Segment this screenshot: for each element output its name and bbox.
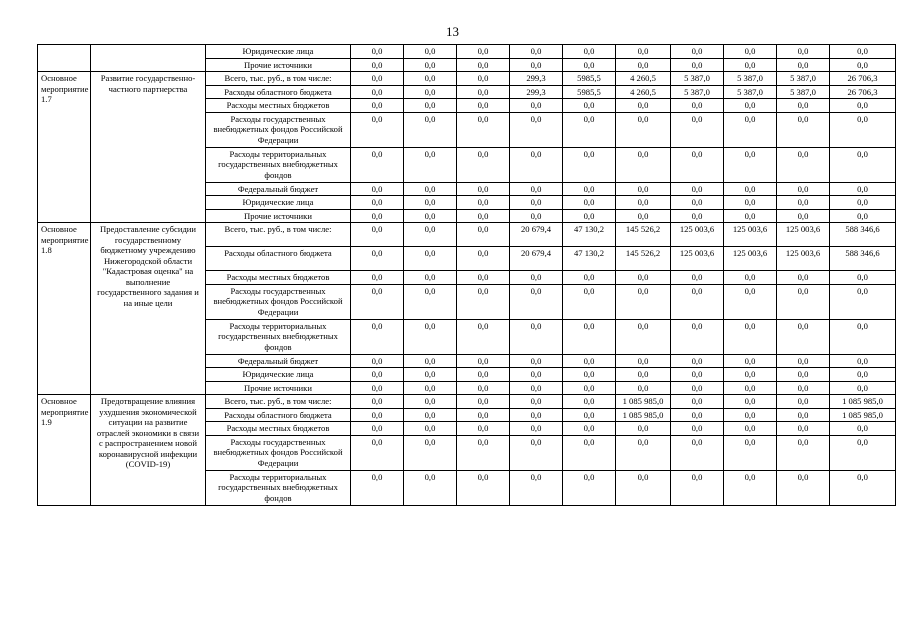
value-cell: 0,0 bbox=[404, 435, 457, 470]
value-cell: 0,0 bbox=[510, 99, 563, 113]
value-cell: 0,0 bbox=[457, 422, 510, 436]
value-cell: 0,0 bbox=[457, 196, 510, 210]
value-cell: 588 346,6 bbox=[830, 223, 896, 247]
value-cell: 0,0 bbox=[404, 196, 457, 210]
value-cell: 0,0 bbox=[616, 368, 671, 382]
value-cell: 0,0 bbox=[777, 58, 830, 72]
value-cell: 0,0 bbox=[351, 368, 404, 382]
funding-source: Расходы территориальных государственных внебюджетных фондов bbox=[206, 147, 351, 182]
value-cell: 0,0 bbox=[563, 196, 616, 210]
value-cell: 0,0 bbox=[351, 223, 404, 247]
value-cell: 0,0 bbox=[404, 58, 457, 72]
value-cell: 0,0 bbox=[671, 99, 724, 113]
value-cell: 0,0 bbox=[404, 395, 457, 409]
value-cell: 0,0 bbox=[351, 470, 404, 505]
value-cell: 0,0 bbox=[510, 209, 563, 223]
value-cell: 0,0 bbox=[563, 395, 616, 409]
value-cell: 5 387,0 bbox=[724, 72, 777, 86]
value-cell: 0,0 bbox=[351, 196, 404, 210]
funding-source: Расходы территориальных государственных внебюджетных фондов bbox=[206, 470, 351, 505]
event-description: Предотвращение влияния ухудшения экономической ситуации на развитие отраслей экономики в связи с распространением новой коронавирусной инфекции (COVID-19) bbox=[91, 395, 206, 506]
value-cell: 0,0 bbox=[457, 85, 510, 99]
value-cell: 0,0 bbox=[830, 422, 896, 436]
value-cell: 0,0 bbox=[563, 147, 616, 182]
table-row bbox=[38, 395, 896, 409]
value-cell: 0,0 bbox=[510, 435, 563, 470]
funding-source: Расходы областного бюджета bbox=[206, 247, 351, 271]
value-cell: 0,0 bbox=[830, 319, 896, 354]
value-cell: 0,0 bbox=[404, 182, 457, 196]
value-cell: 0,0 bbox=[563, 319, 616, 354]
value-cell: 0,0 bbox=[671, 381, 724, 395]
value-cell: 0,0 bbox=[404, 112, 457, 147]
value-cell: 0,0 bbox=[351, 435, 404, 470]
funding-source: Расходы областного бюджета bbox=[206, 408, 351, 422]
value-cell: 145 526,2 bbox=[616, 247, 671, 271]
value-cell: 0,0 bbox=[724, 435, 777, 470]
value-cell: 0,0 bbox=[457, 99, 510, 113]
value-cell: 0,0 bbox=[563, 354, 616, 368]
funding-source: Всего, тыс. руб., в том числе: bbox=[206, 72, 351, 86]
value-cell: 0,0 bbox=[777, 319, 830, 354]
value-cell: 20 679,4 bbox=[510, 247, 563, 271]
funding-source: Всего, тыс. руб., в том числе: bbox=[206, 223, 351, 247]
value-cell: 0,0 bbox=[510, 319, 563, 354]
funding-source: Юридические лица bbox=[206, 45, 351, 59]
value-cell: 0,0 bbox=[671, 395, 724, 409]
value-cell: 4 260,5 bbox=[616, 72, 671, 86]
value-cell: 0,0 bbox=[671, 58, 724, 72]
funding-source: Расходы государственных внебюджетных фондов Российской Федерации bbox=[206, 112, 351, 147]
value-cell: 0,0 bbox=[404, 284, 457, 319]
value-cell: 0,0 bbox=[351, 209, 404, 223]
value-cell: 0,0 bbox=[616, 435, 671, 470]
funding-source: Расходы территориальных государственных внебюджетных фондов bbox=[206, 319, 351, 354]
value-cell: 5 387,0 bbox=[777, 72, 830, 86]
value-cell: 0,0 bbox=[724, 354, 777, 368]
value-cell: 0,0 bbox=[351, 72, 404, 86]
value-cell: 0,0 bbox=[510, 368, 563, 382]
value-cell: 0,0 bbox=[563, 422, 616, 436]
value-cell: 5 387,0 bbox=[777, 85, 830, 99]
value-cell: 0,0 bbox=[830, 99, 896, 113]
value-cell: 0,0 bbox=[457, 112, 510, 147]
value-cell: 5985,5 bbox=[563, 72, 616, 86]
value-cell: 0,0 bbox=[457, 147, 510, 182]
funding-source: Всего, тыс. руб., в том числе: bbox=[206, 395, 351, 409]
value-cell: 0,0 bbox=[671, 408, 724, 422]
value-cell: 0,0 bbox=[724, 45, 777, 59]
value-cell: 0,0 bbox=[510, 271, 563, 285]
event-label: Основное мероприятие 1.7 bbox=[38, 72, 91, 223]
value-cell: 0,0 bbox=[563, 99, 616, 113]
value-cell: 0,0 bbox=[724, 99, 777, 113]
value-cell: 299,3 bbox=[510, 72, 563, 86]
value-cell: 0,0 bbox=[671, 319, 724, 354]
value-cell: 0,0 bbox=[351, 422, 404, 436]
value-cell: 1 085 985,0 bbox=[830, 408, 896, 422]
value-cell: 1 085 985,0 bbox=[616, 395, 671, 409]
value-cell: 0,0 bbox=[351, 381, 404, 395]
value-cell: 0,0 bbox=[563, 368, 616, 382]
value-cell: 0,0 bbox=[457, 58, 510, 72]
value-cell: 0,0 bbox=[563, 112, 616, 147]
value-cell: 0,0 bbox=[724, 319, 777, 354]
value-cell: 0,0 bbox=[457, 45, 510, 59]
value-cell: 0,0 bbox=[404, 271, 457, 285]
value-cell: 0,0 bbox=[404, 319, 457, 354]
value-cell: 0,0 bbox=[404, 422, 457, 436]
value-cell: 0,0 bbox=[457, 381, 510, 395]
value-cell: 0,0 bbox=[510, 182, 563, 196]
value-cell: 0,0 bbox=[616, 209, 671, 223]
value-cell: 0,0 bbox=[510, 112, 563, 147]
value-cell: 588 346,6 bbox=[830, 247, 896, 271]
value-cell: 0,0 bbox=[777, 422, 830, 436]
event-description: Развитие государственно-частного партнерства bbox=[91, 72, 206, 223]
value-cell: 0,0 bbox=[777, 368, 830, 382]
value-cell: 0,0 bbox=[671, 209, 724, 223]
value-cell: 0,0 bbox=[830, 58, 896, 72]
value-cell: 0,0 bbox=[457, 368, 510, 382]
value-cell: 0,0 bbox=[777, 271, 830, 285]
value-cell: 4 260,5 bbox=[616, 85, 671, 99]
value-cell: 0,0 bbox=[404, 72, 457, 86]
value-cell: 5 387,0 bbox=[671, 85, 724, 99]
value-cell: 0,0 bbox=[351, 112, 404, 147]
value-cell: 125 003,6 bbox=[724, 223, 777, 247]
value-cell: 0,0 bbox=[404, 381, 457, 395]
value-cell: 0,0 bbox=[777, 435, 830, 470]
value-cell: 0,0 bbox=[724, 470, 777, 505]
value-cell: 0,0 bbox=[616, 284, 671, 319]
value-cell: 0,0 bbox=[563, 271, 616, 285]
value-cell: 0,0 bbox=[510, 395, 563, 409]
value-cell: 0,0 bbox=[510, 408, 563, 422]
value-cell: 0,0 bbox=[724, 422, 777, 436]
value-cell: 0,0 bbox=[671, 271, 724, 285]
value-cell: 0,0 bbox=[777, 196, 830, 210]
value-cell: 0,0 bbox=[563, 45, 616, 59]
value-cell: 0,0 bbox=[724, 182, 777, 196]
value-cell: 0,0 bbox=[563, 209, 616, 223]
value-cell: 0,0 bbox=[777, 354, 830, 368]
value-cell: 0,0 bbox=[671, 354, 724, 368]
value-cell: 0,0 bbox=[724, 209, 777, 223]
value-cell: 0,0 bbox=[777, 182, 830, 196]
value-cell: 0,0 bbox=[777, 470, 830, 505]
value-cell: 0,0 bbox=[351, 319, 404, 354]
event-label: Основное мероприятие 1.8 bbox=[38, 223, 91, 395]
funding-source: Расходы государственных внебюджетных фондов Российской Федерации bbox=[206, 435, 351, 470]
value-cell: 0,0 bbox=[457, 319, 510, 354]
value-cell: 0,0 bbox=[777, 112, 830, 147]
value-cell: 0,0 bbox=[404, 147, 457, 182]
value-cell: 0,0 bbox=[777, 381, 830, 395]
value-cell: 47 130,2 bbox=[563, 223, 616, 247]
value-cell: 0,0 bbox=[351, 284, 404, 319]
value-cell: 0,0 bbox=[830, 470, 896, 505]
value-cell: 0,0 bbox=[351, 182, 404, 196]
value-cell: 0,0 bbox=[671, 196, 724, 210]
value-cell: 0,0 bbox=[616, 354, 671, 368]
value-cell: 125 003,6 bbox=[777, 247, 830, 271]
value-cell: 0,0 bbox=[830, 381, 896, 395]
value-cell: 0,0 bbox=[830, 435, 896, 470]
funding-source: Юридические лица bbox=[206, 196, 351, 210]
value-cell: 0,0 bbox=[351, 395, 404, 409]
value-cell: 0,0 bbox=[724, 58, 777, 72]
value-cell: 0,0 bbox=[351, 271, 404, 285]
funding-table bbox=[37, 44, 896, 506]
value-cell: 0,0 bbox=[351, 58, 404, 72]
value-cell: 0,0 bbox=[830, 271, 896, 285]
value-cell: 125 003,6 bbox=[777, 223, 830, 247]
value-cell: 0,0 bbox=[404, 470, 457, 505]
event-description bbox=[91, 45, 206, 72]
value-cell: 0,0 bbox=[830, 368, 896, 382]
value-cell: 125 003,6 bbox=[671, 223, 724, 247]
value-cell: 0,0 bbox=[616, 99, 671, 113]
value-cell: 0,0 bbox=[830, 196, 896, 210]
value-cell: 0,0 bbox=[404, 408, 457, 422]
funding-source: Федеральный бюджет bbox=[206, 354, 351, 368]
value-cell: 0,0 bbox=[404, 368, 457, 382]
value-cell: 0,0 bbox=[671, 470, 724, 505]
value-cell: 5 387,0 bbox=[724, 85, 777, 99]
value-cell: 0,0 bbox=[457, 182, 510, 196]
value-cell: 0,0 bbox=[351, 247, 404, 271]
value-cell: 0,0 bbox=[777, 147, 830, 182]
value-cell: 0,0 bbox=[457, 395, 510, 409]
value-cell: 0,0 bbox=[616, 470, 671, 505]
value-cell: 299,3 bbox=[510, 85, 563, 99]
value-cell: 0,0 bbox=[724, 196, 777, 210]
value-cell: 0,0 bbox=[777, 45, 830, 59]
table-row bbox=[38, 72, 896, 86]
value-cell: 0,0 bbox=[351, 85, 404, 99]
value-cell: 0,0 bbox=[616, 45, 671, 59]
value-cell: 0,0 bbox=[563, 435, 616, 470]
value-cell: 0,0 bbox=[404, 209, 457, 223]
value-cell: 0,0 bbox=[457, 223, 510, 247]
value-cell: 0,0 bbox=[457, 354, 510, 368]
value-cell: 0,0 bbox=[830, 112, 896, 147]
value-cell: 0,0 bbox=[671, 112, 724, 147]
value-cell: 0,0 bbox=[724, 395, 777, 409]
value-cell: 0,0 bbox=[724, 147, 777, 182]
value-cell: 0,0 bbox=[510, 284, 563, 319]
value-cell: 0,0 bbox=[616, 319, 671, 354]
value-cell: 0,0 bbox=[351, 147, 404, 182]
value-cell: 0,0 bbox=[563, 58, 616, 72]
value-cell: 0,0 bbox=[830, 45, 896, 59]
value-cell: 0,0 bbox=[457, 247, 510, 271]
value-cell: 0,0 bbox=[616, 182, 671, 196]
value-cell: 0,0 bbox=[563, 408, 616, 422]
value-cell: 0,0 bbox=[351, 99, 404, 113]
value-cell: 0,0 bbox=[616, 147, 671, 182]
value-cell: 0,0 bbox=[457, 408, 510, 422]
funding-source: Прочие источники bbox=[206, 381, 351, 395]
value-cell: 0,0 bbox=[830, 182, 896, 196]
value-cell: 0,0 bbox=[830, 147, 896, 182]
value-cell: 1 085 985,0 bbox=[616, 408, 671, 422]
value-cell: 125 003,6 bbox=[671, 247, 724, 271]
value-cell: 0,0 bbox=[563, 182, 616, 196]
value-cell: 125 003,6 bbox=[724, 247, 777, 271]
value-cell: 0,0 bbox=[510, 58, 563, 72]
value-cell: 0,0 bbox=[724, 271, 777, 285]
value-cell: 20 679,4 bbox=[510, 223, 563, 247]
value-cell: 0,0 bbox=[510, 470, 563, 505]
value-cell: 0,0 bbox=[404, 99, 457, 113]
value-cell: 0,0 bbox=[510, 45, 563, 59]
funding-source: Прочие источники bbox=[206, 58, 351, 72]
funding-source: Расходы государственных внебюджетных фондов Российской Федерации bbox=[206, 284, 351, 319]
value-cell: 0,0 bbox=[510, 422, 563, 436]
event-label bbox=[38, 45, 91, 72]
value-cell: 5 387,0 bbox=[671, 72, 724, 86]
value-cell: 0,0 bbox=[404, 354, 457, 368]
value-cell: 0,0 bbox=[510, 196, 563, 210]
value-cell: 0,0 bbox=[830, 209, 896, 223]
value-cell: 0,0 bbox=[616, 422, 671, 436]
value-cell: 0,0 bbox=[510, 381, 563, 395]
value-cell: 0,0 bbox=[510, 147, 563, 182]
value-cell: 0,0 bbox=[457, 271, 510, 285]
value-cell: 0,0 bbox=[671, 284, 724, 319]
value-cell: 0,0 bbox=[563, 381, 616, 395]
funding-source: Расходы местных бюджетов bbox=[206, 99, 351, 113]
value-cell: 0,0 bbox=[404, 223, 457, 247]
table-row bbox=[38, 45, 896, 59]
funding-source: Федеральный бюджет bbox=[206, 182, 351, 196]
value-cell: 0,0 bbox=[351, 408, 404, 422]
value-cell: 0,0 bbox=[777, 395, 830, 409]
funding-source: Расходы областного бюджета bbox=[206, 85, 351, 99]
value-cell: 26 706,3 bbox=[830, 85, 896, 99]
value-cell: 0,0 bbox=[616, 112, 671, 147]
value-cell: 0,0 bbox=[563, 470, 616, 505]
value-cell: 0,0 bbox=[404, 247, 457, 271]
value-cell: 0,0 bbox=[351, 45, 404, 59]
value-cell: 0,0 bbox=[510, 354, 563, 368]
value-cell: 0,0 bbox=[616, 381, 671, 395]
funding-source: Расходы местных бюджетов bbox=[206, 271, 351, 285]
funding-source: Прочие источники bbox=[206, 209, 351, 223]
value-cell: 0,0 bbox=[457, 470, 510, 505]
value-cell: 26 706,3 bbox=[830, 72, 896, 86]
value-cell: 0,0 bbox=[830, 354, 896, 368]
event-label: Основное мероприятие 1.9 bbox=[38, 395, 91, 506]
value-cell: 0,0 bbox=[671, 147, 724, 182]
value-cell: 0,0 bbox=[457, 72, 510, 86]
value-cell: 0,0 bbox=[724, 368, 777, 382]
value-cell: 0,0 bbox=[724, 381, 777, 395]
value-cell: 0,0 bbox=[616, 58, 671, 72]
value-cell: 0,0 bbox=[671, 422, 724, 436]
funding-source: Расходы местных бюджетов bbox=[206, 422, 351, 436]
value-cell: 145 526,2 bbox=[616, 223, 671, 247]
value-cell: 0,0 bbox=[404, 45, 457, 59]
value-cell: 0,0 bbox=[616, 271, 671, 285]
value-cell: 1 085 985,0 bbox=[830, 395, 896, 409]
value-cell: 5985,5 bbox=[563, 85, 616, 99]
value-cell: 0,0 bbox=[671, 435, 724, 470]
funding-source: Юридические лица bbox=[206, 368, 351, 382]
page-number: 13 bbox=[446, 24, 459, 39]
value-cell: 0,0 bbox=[671, 368, 724, 382]
value-cell: 0,0 bbox=[777, 284, 830, 319]
value-cell: 0,0 bbox=[724, 284, 777, 319]
value-cell: 47 130,2 bbox=[563, 247, 616, 271]
value-cell: 0,0 bbox=[351, 354, 404, 368]
value-cell: 0,0 bbox=[724, 408, 777, 422]
value-cell: 0,0 bbox=[724, 112, 777, 147]
value-cell: 0,0 bbox=[457, 209, 510, 223]
value-cell: 0,0 bbox=[777, 408, 830, 422]
value-cell: 0,0 bbox=[671, 182, 724, 196]
value-cell: 0,0 bbox=[457, 284, 510, 319]
table-row bbox=[38, 223, 896, 247]
value-cell: 0,0 bbox=[563, 284, 616, 319]
value-cell: 0,0 bbox=[616, 196, 671, 210]
value-cell: 0,0 bbox=[777, 209, 830, 223]
value-cell: 0,0 bbox=[671, 45, 724, 59]
event-description: Предоставление субсидии государственному бюджетному учреждению Нижегородской области "Кадастровая оценка" на выполнение государственного задания и на иные цели bbox=[91, 223, 206, 395]
value-cell: 0,0 bbox=[777, 99, 830, 113]
value-cell: 0,0 bbox=[404, 85, 457, 99]
value-cell: 0,0 bbox=[457, 435, 510, 470]
value-cell: 0,0 bbox=[830, 284, 896, 319]
